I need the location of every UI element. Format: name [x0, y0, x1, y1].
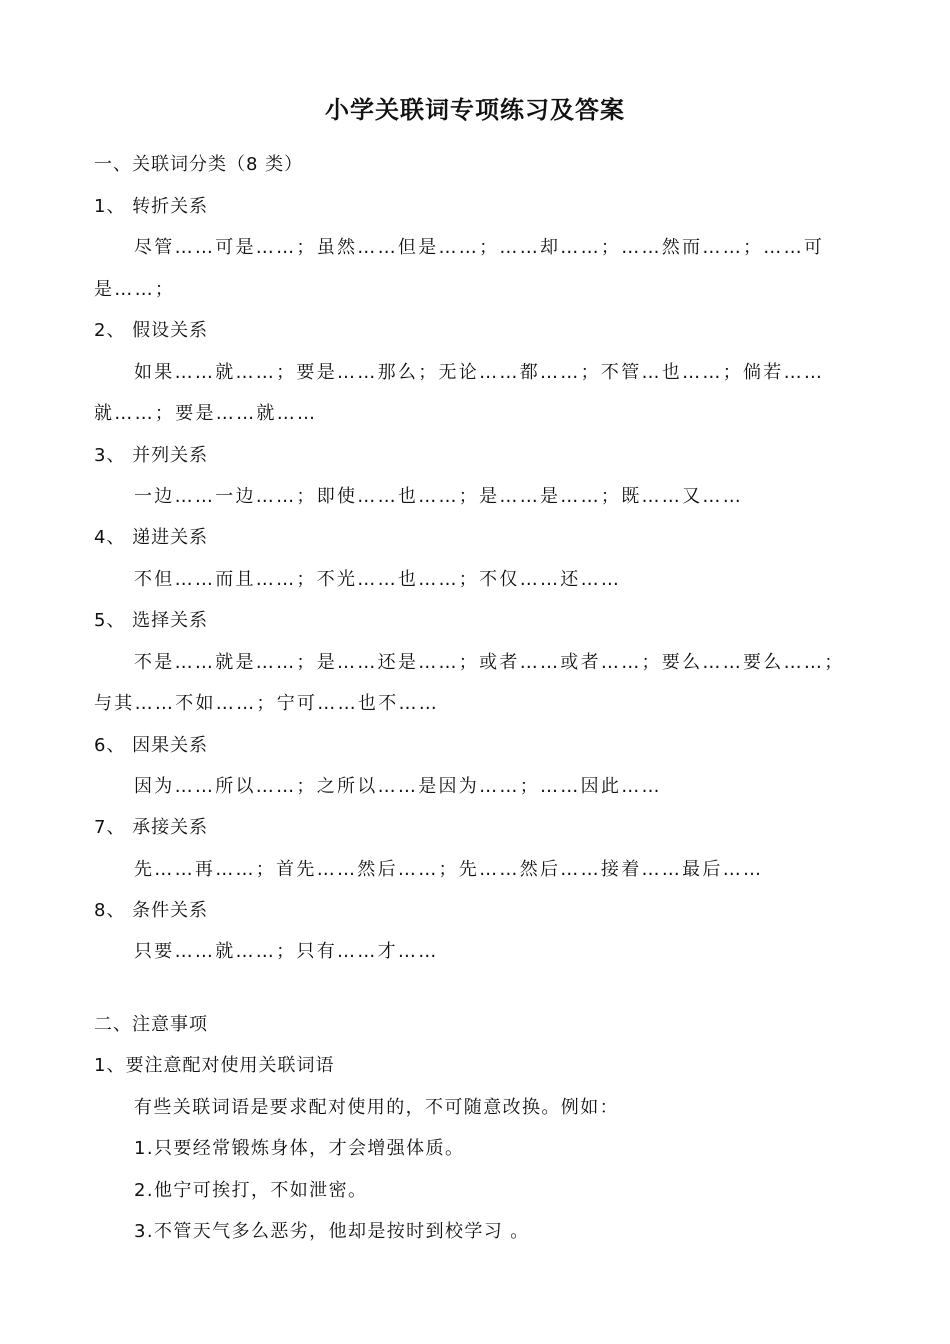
category-5-text-cont: 与其……不如……；宁可……也不……: [94, 693, 440, 714]
category-4-text: 不但……而且……；不光……也……；不仅……还……: [134, 569, 622, 590]
example-1: 1.只要经常锻炼身体，才会增强体质。: [134, 1138, 465, 1159]
category-1-text-cont: 是……；: [94, 279, 176, 300]
category-1-text: 尽管……可是……；虽然……但是……；……却……；……然而……；……可: [134, 237, 825, 258]
category-3-heading: 3、 并列关系: [94, 445, 209, 466]
document-title: 小学关联词专项练习及答案: [325, 96, 625, 124]
note-1-heading: 1、要注意配对使用关联词语: [94, 1055, 335, 1076]
note-1-text: 有些关联词语是要求配对使用的，不可随意改换。例如：: [134, 1097, 619, 1118]
category-5-text: 不是……就是……；是……还是……；或者……或者……；要么……要么……；: [134, 652, 845, 673]
category-2-text-cont: 就……；要是……就……: [94, 403, 318, 424]
category-6-text: 因为……所以……；之所以……是因为……；……因此……: [134, 776, 662, 797]
example-2: 2.他宁可挨打，不如泄密。: [134, 1180, 368, 1201]
section2-heading: 二、注意事项: [94, 1014, 208, 1035]
category-8-text: 只要……就……；只有……才……: [134, 941, 439, 962]
category-2-text: 如果……就……；要是……那么；无论……都……；不管…也……；倘若……: [134, 362, 825, 383]
category-2-heading: 2、 假设关系: [94, 320, 209, 341]
example-3: 3.不管天气多么恶劣，他却是按时到校学习 。: [134, 1221, 530, 1242]
category-7-text: 先……再……；首先……然后……；先……然后……接着……最后……: [134, 859, 764, 880]
category-8-heading: 8、 条件关系: [94, 900, 209, 921]
category-6-heading: 6、 因果关系: [94, 735, 209, 756]
category-4-heading: 4、 递进关系: [94, 527, 209, 548]
section1-heading: 一、关联词分类（8 类）: [94, 154, 304, 175]
category-7-heading: 7、 承接关系: [94, 817, 209, 838]
category-3-text: 一边……一边……；即使……也……；是……是……；既……又……: [134, 486, 743, 507]
category-5-heading: 5、 选择关系: [94, 610, 209, 631]
category-1-heading: 1、 转折关系: [94, 196, 209, 217]
